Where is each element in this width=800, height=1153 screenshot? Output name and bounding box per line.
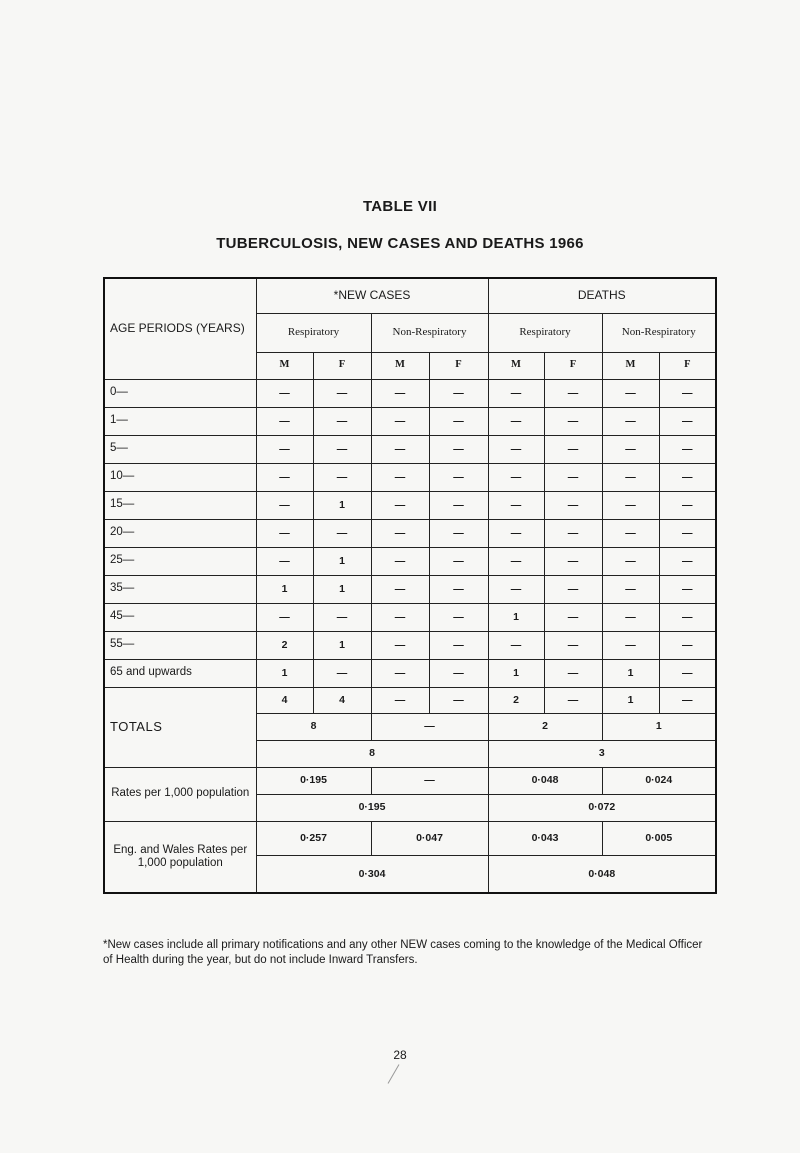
tuberculosis-table bbox=[103, 277, 717, 894]
value-cell: — bbox=[659, 519, 716, 547]
header-f: F bbox=[429, 352, 488, 379]
value-cell: — bbox=[371, 463, 429, 491]
totals-deaths: 3 bbox=[488, 740, 716, 767]
value-cell: — bbox=[488, 519, 544, 547]
value-cell: — bbox=[313, 435, 371, 463]
value-cell: 1 bbox=[313, 547, 371, 575]
value-cell: — bbox=[659, 463, 716, 491]
table-row bbox=[104, 435, 716, 463]
table-row bbox=[104, 463, 716, 491]
value-cell: — bbox=[602, 631, 659, 659]
rates-new-cases: 0·195 bbox=[256, 794, 488, 821]
header-deaths-non-respiratory: Non-Respiratory bbox=[602, 313, 716, 352]
age-period-cell: 45— bbox=[104, 603, 256, 631]
totals-label: TOTALS bbox=[104, 687, 256, 767]
value-cell: — bbox=[256, 491, 313, 519]
eng-wales-deaths-respiratory: 0·043 bbox=[488, 821, 602, 855]
value-cell: — bbox=[488, 547, 544, 575]
value-cell: — bbox=[602, 519, 659, 547]
value-cell: — bbox=[602, 407, 659, 435]
value-cell: — bbox=[544, 379, 602, 407]
totals-cell: — bbox=[659, 687, 716, 713]
age-period-cell: 1— bbox=[104, 407, 256, 435]
value-cell: — bbox=[659, 407, 716, 435]
table-row bbox=[104, 603, 716, 631]
totals-new-respiratory: 8 bbox=[256, 713, 371, 740]
value-cell: — bbox=[371, 379, 429, 407]
value-cell: — bbox=[544, 659, 602, 687]
value-cell: 1 bbox=[602, 659, 659, 687]
rates-new-respiratory: 0·195 bbox=[256, 767, 371, 794]
value-cell: — bbox=[659, 603, 716, 631]
value-cell: — bbox=[659, 379, 716, 407]
value-cell: — bbox=[371, 575, 429, 603]
value-cell: — bbox=[544, 407, 602, 435]
value-cell: — bbox=[659, 575, 716, 603]
value-cell: — bbox=[488, 435, 544, 463]
age-period-cell: 55— bbox=[104, 631, 256, 659]
value-cell: 1 bbox=[256, 659, 313, 687]
value-cell: — bbox=[313, 603, 371, 631]
value-cell: — bbox=[371, 631, 429, 659]
value-cell: — bbox=[371, 519, 429, 547]
totals-cell: — bbox=[371, 687, 429, 713]
table-row bbox=[104, 519, 716, 547]
totals-cell: 4 bbox=[313, 687, 371, 713]
value-cell: — bbox=[429, 547, 488, 575]
value-cell: — bbox=[313, 659, 371, 687]
header-new-non-respiratory: Non-Respiratory bbox=[371, 313, 488, 352]
eng-wales-deaths-non-respiratory: 0·005 bbox=[602, 821, 716, 855]
value-cell: — bbox=[256, 463, 313, 491]
value-cell: — bbox=[488, 575, 544, 603]
value-cell: — bbox=[371, 547, 429, 575]
value-cell: — bbox=[602, 547, 659, 575]
eng-wales-label: Eng. and Wales Rates per 1,000 population bbox=[104, 821, 256, 893]
value-cell: — bbox=[429, 631, 488, 659]
table-row bbox=[104, 547, 716, 575]
value-cell: — bbox=[602, 379, 659, 407]
pen-mark bbox=[388, 1064, 400, 1084]
value-cell: — bbox=[488, 379, 544, 407]
totals-cell: — bbox=[544, 687, 602, 713]
value-cell: — bbox=[256, 519, 313, 547]
value-cell: 2 bbox=[256, 631, 313, 659]
data-rows bbox=[104, 379, 716, 687]
value-cell: — bbox=[429, 659, 488, 687]
value-cell: — bbox=[544, 519, 602, 547]
value-cell: — bbox=[544, 547, 602, 575]
value-cell: — bbox=[313, 379, 371, 407]
totals-new-non-respiratory: — bbox=[371, 713, 488, 740]
value-cell: — bbox=[544, 575, 602, 603]
table-row bbox=[104, 407, 716, 435]
value-cell: — bbox=[488, 631, 544, 659]
value-cell: — bbox=[256, 435, 313, 463]
value-cell: — bbox=[429, 491, 488, 519]
value-cell: — bbox=[256, 407, 313, 435]
age-period-cell: 65 and upwards bbox=[104, 659, 256, 687]
rates-label: Rates per 1,000 population bbox=[104, 767, 256, 821]
totals-cell: 4 bbox=[256, 687, 313, 713]
table-subtitle: TUBERCULOSIS, NEW CASES AND DEATHS 1966 bbox=[216, 235, 584, 252]
value-cell: — bbox=[371, 435, 429, 463]
value-cell: — bbox=[313, 519, 371, 547]
value-cell: 1 bbox=[488, 659, 544, 687]
age-period-cell: 20— bbox=[104, 519, 256, 547]
totals-cell: 1 bbox=[602, 687, 659, 713]
age-period-cell: 5— bbox=[104, 435, 256, 463]
value-cell: — bbox=[429, 575, 488, 603]
value-cell: — bbox=[602, 603, 659, 631]
totals-cell: — bbox=[429, 687, 488, 713]
value-cell: — bbox=[602, 491, 659, 519]
table-title: TABLE VII bbox=[362, 198, 438, 215]
value-cell: — bbox=[429, 519, 488, 547]
header-m: M bbox=[488, 352, 544, 379]
totals-cell: 2 bbox=[488, 687, 544, 713]
eng-wales-new-non-respiratory: 0·047 bbox=[371, 821, 488, 855]
value-cell: — bbox=[429, 463, 488, 491]
eng-wales-deaths: 0·048 bbox=[488, 855, 716, 893]
value-cell: — bbox=[371, 491, 429, 519]
value-cell: — bbox=[256, 603, 313, 631]
value-cell: — bbox=[659, 659, 716, 687]
value-cell: — bbox=[429, 435, 488, 463]
header-m: M bbox=[256, 352, 313, 379]
table-row bbox=[104, 575, 716, 603]
value-cell: — bbox=[429, 407, 488, 435]
rates-deaths-respiratory: 0·048 bbox=[488, 767, 602, 794]
header-new-cases: *NEW CASES bbox=[256, 278, 488, 313]
value-cell: — bbox=[602, 435, 659, 463]
value-cell: — bbox=[544, 603, 602, 631]
rates-new-non-respiratory: — bbox=[371, 767, 488, 794]
value-cell: — bbox=[488, 407, 544, 435]
value-cell: — bbox=[256, 547, 313, 575]
value-cell: — bbox=[488, 491, 544, 519]
value-cell: — bbox=[659, 435, 716, 463]
value-cell: — bbox=[429, 379, 488, 407]
rates-deaths: 0·072 bbox=[488, 794, 716, 821]
value-cell: — bbox=[371, 659, 429, 687]
value-cell: — bbox=[544, 491, 602, 519]
value-cell: — bbox=[544, 463, 602, 491]
value-cell: 1 bbox=[313, 575, 371, 603]
value-cell: 1 bbox=[488, 603, 544, 631]
age-period-cell: 15— bbox=[104, 491, 256, 519]
header-f: F bbox=[659, 352, 716, 379]
eng-wales-new-respiratory: 0·257 bbox=[256, 821, 371, 855]
eng-wales-new-cases: 0·304 bbox=[256, 855, 488, 893]
value-cell: — bbox=[429, 603, 488, 631]
table-row bbox=[104, 659, 716, 687]
totals-new-cases: 8 bbox=[256, 740, 488, 767]
header-m: M bbox=[602, 352, 659, 379]
header-deaths-respiratory: Respiratory bbox=[488, 313, 602, 352]
value-cell: — bbox=[602, 463, 659, 491]
value-cell: 1 bbox=[313, 631, 371, 659]
value-cell: — bbox=[659, 631, 716, 659]
header-f: F bbox=[544, 352, 602, 379]
rates-deaths-non-respiratory: 0·024 bbox=[602, 767, 716, 794]
value-cell: — bbox=[371, 603, 429, 631]
totals-deaths-non-respiratory: 1 bbox=[602, 713, 716, 740]
age-period-cell: 35— bbox=[104, 575, 256, 603]
table-row bbox=[104, 379, 716, 407]
value-cell: — bbox=[659, 547, 716, 575]
age-period-cell: 10— bbox=[104, 463, 256, 491]
value-cell: — bbox=[256, 379, 313, 407]
header-age-periods: AGE PERIODS (YEARS) bbox=[104, 278, 256, 379]
value-cell: — bbox=[602, 575, 659, 603]
value-cell: — bbox=[659, 491, 716, 519]
value-cell: 1 bbox=[313, 491, 371, 519]
value-cell: — bbox=[313, 463, 371, 491]
age-period-cell: 25— bbox=[104, 547, 256, 575]
value-cell: — bbox=[544, 435, 602, 463]
header-f: F bbox=[313, 352, 371, 379]
value-cell: — bbox=[488, 463, 544, 491]
header-new-respiratory: Respiratory bbox=[256, 313, 371, 352]
table-row bbox=[104, 631, 716, 659]
page-number: 28 bbox=[393, 1048, 407, 1062]
value-cell: — bbox=[371, 407, 429, 435]
header-m: M bbox=[371, 352, 429, 379]
footnote: *New cases include all primary notifications and any other NEW cases coming to the knowledge of the Medical Officer of Health during the year, but do not include Inward Transfers. bbox=[103, 939, 703, 966]
totals-deaths-respiratory: 2 bbox=[488, 713, 602, 740]
age-period-cell: 0— bbox=[104, 379, 256, 407]
value-cell: — bbox=[313, 407, 371, 435]
header-deaths: DEATHS bbox=[488, 278, 716, 313]
table-row bbox=[104, 491, 716, 519]
value-cell: 1 bbox=[256, 575, 313, 603]
value-cell: — bbox=[544, 631, 602, 659]
